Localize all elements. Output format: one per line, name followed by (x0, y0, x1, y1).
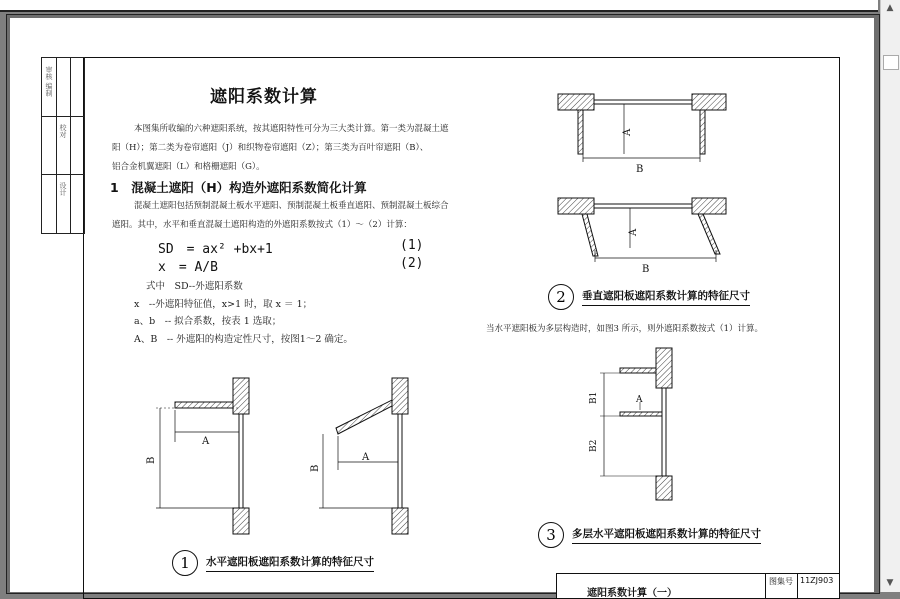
wall-section (233, 378, 249, 414)
intro-text: 本图集所收编的六种遮阳系统，按其遮阳特性可分为三大类计算。第一类为混凝土遮 (134, 124, 449, 134)
page-title: 遮阳系数计算 (210, 87, 318, 107)
angled-shade-fin (698, 214, 720, 254)
formula-2: x = A/B (158, 260, 218, 275)
dimension-B-label: B (146, 456, 157, 464)
previous-page-edge (0, 0, 878, 12)
atlas-number: 11ZJ903 (800, 576, 834, 585)
figure-2-drawing (552, 88, 732, 278)
title-block-name: 遮阳系数计算（一） (587, 588, 677, 599)
dimension-A-label: A (636, 395, 643, 405)
formula-1-number: (1) (400, 238, 424, 253)
dimension-B2-label: B2 (589, 439, 599, 452)
formula-2-number: (2) (400, 256, 424, 271)
definition-AB: A、B -- 外遮阳的构造定性尺寸，按图1～2 确定。 (134, 334, 353, 345)
figure-2-number: 2 (548, 284, 574, 310)
figure-1-drawing (140, 370, 430, 550)
upper-shade-slab (620, 368, 656, 373)
lower-shade-slab (620, 412, 662, 416)
arrow-up-icon[interactable]: ▲ (886, 3, 894, 13)
section-heading: 1 混凝土遮阳（H）构造外遮阳系数简化计算 (110, 180, 367, 195)
dimension-A-label: A (628, 228, 639, 236)
figure-3-caption: 多层水平遮阳板遮阳系数计算的特征尺寸 (572, 526, 761, 544)
wall-section (233, 508, 249, 534)
dimension-B-label: B (642, 264, 650, 275)
formula-1: SD = ax² +bx+1 (158, 242, 273, 257)
title-block (556, 573, 840, 599)
definition-x: x --外遮阳特征值，x>1 时，取 x ＝ 1； (134, 299, 313, 310)
dimension-B-label: B (636, 164, 644, 175)
signature-scribble: 设计 (59, 182, 67, 196)
section-text: 混凝土遮阳包括预制混凝土板水平遮阳、预制混凝土板垂直遮阳、预制混凝土板综合 (134, 201, 449, 211)
signature-scribble: 校对 (59, 124, 67, 138)
wall-section (392, 508, 408, 534)
arrow-down-icon[interactable]: ▼ (886, 578, 894, 588)
dimension-B1-label: B1 (589, 391, 599, 404)
dimension-B-label: B (310, 464, 321, 472)
vertical-shade-fin (700, 110, 705, 154)
signature-strip (41, 57, 85, 234)
intro-text: 阳（H）；第二类为卷帘遮阳（J）和织物卷帘遮阳（Z）；第三类为百叶帘遮阳（B）、 (112, 143, 429, 153)
section-text: 遮阳。其中，水平和垂直混凝土遮阳构造的外遮阳系数按式（1）～（2）计算： (112, 220, 412, 230)
vertical-shade-fin (578, 110, 583, 154)
scrollbar-thumb[interactable] (883, 55, 899, 70)
dimension-A-label: A (622, 128, 633, 136)
dimension-A-label: A (362, 452, 370, 463)
atlas-label: 图集号 (769, 577, 793, 586)
figure-3-note: 当水平遮阳板为多层构造时，如图3 所示，则外遮阳系数按式（1）计算。 (486, 324, 764, 334)
where-line: 式中 SD--外遮阳系数 (146, 281, 243, 292)
figure-1-number: 1 (172, 550, 198, 576)
intro-text: 铝合金机翼遮阳（L）和格栅遮阳（G）。 (112, 162, 265, 172)
horizontal-shade-slab (175, 402, 233, 408)
figure-1-caption: 水平遮阳板遮阳系数计算的特征尺寸 (206, 554, 374, 572)
tilted-shade-slab (336, 400, 392, 434)
wall-section (392, 378, 408, 414)
figure-2-caption: 垂直遮阳板遮阳系数计算的特征尺寸 (582, 288, 750, 306)
vertical-scrollbar[interactable] (880, 0, 900, 592)
signature-scribble: 审核 编制 (45, 66, 53, 97)
dimension-A-label: A (202, 436, 210, 447)
figure-3-number: 3 (538, 522, 564, 548)
figure-3-drawing (580, 344, 690, 502)
angled-shade-fin (582, 214, 598, 256)
definition-ab: a、b -- 拟合系数，按表 1 选取； (134, 316, 282, 327)
